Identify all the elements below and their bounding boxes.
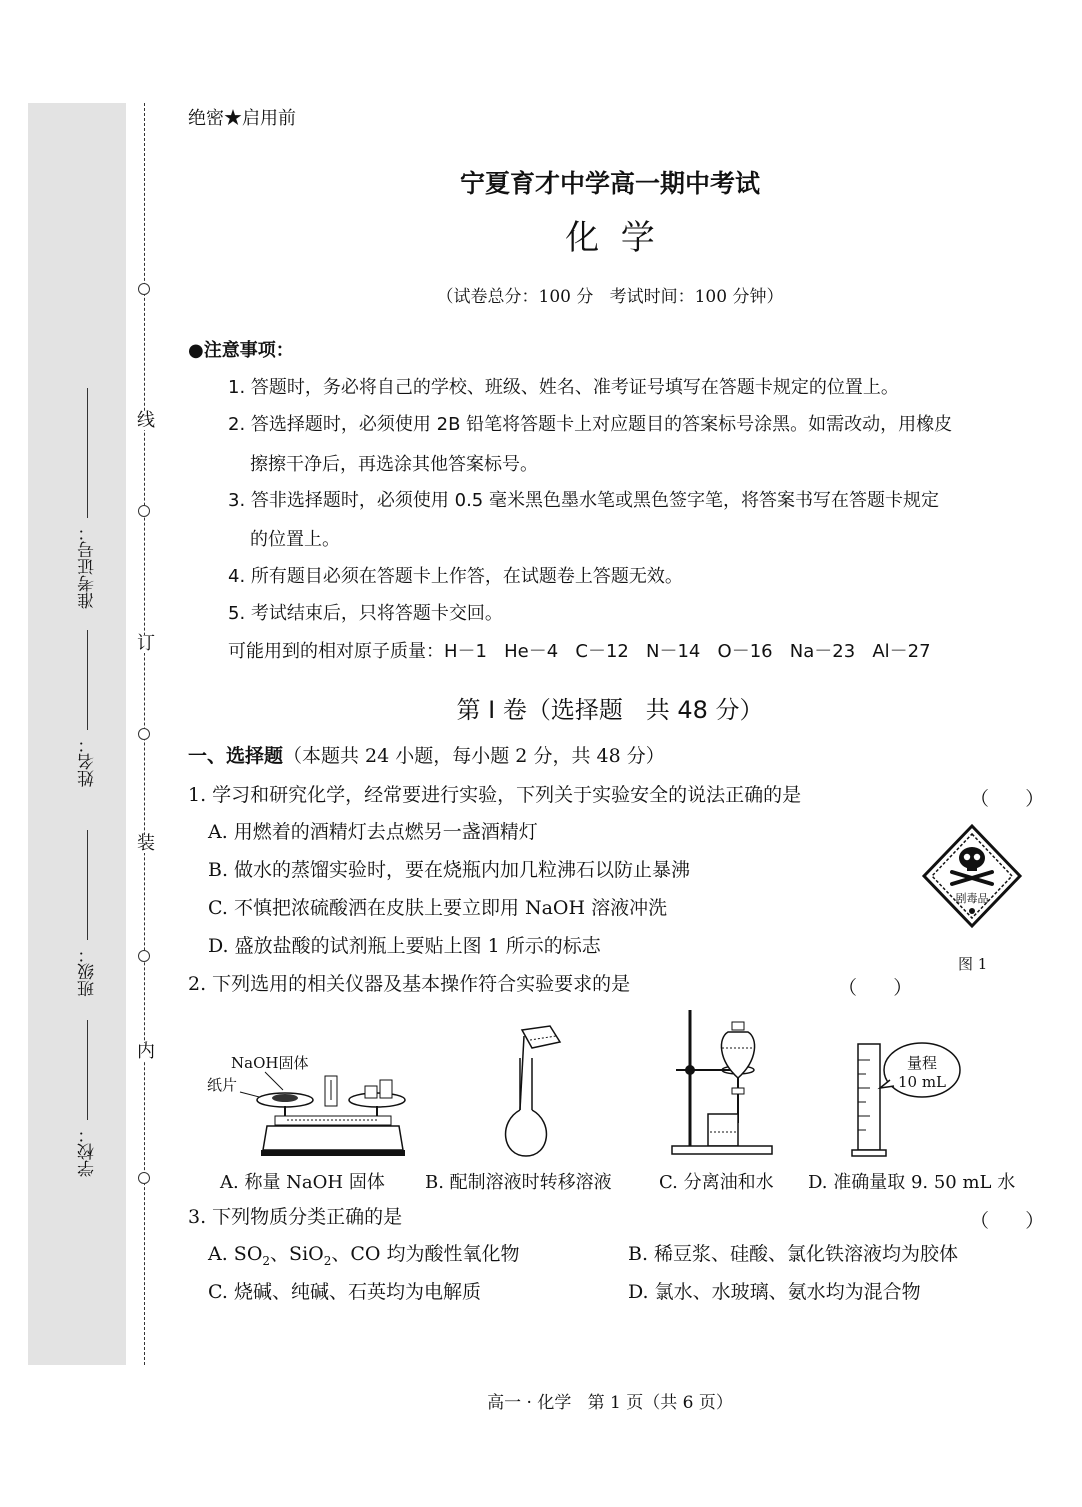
class-line <box>88 830 89 940</box>
name-line <box>88 630 89 730</box>
q2-option-d[interactable]: D. 准确量取 9. 50 mL 水 <box>808 1172 1016 1193</box>
cut-char-xian: 线 <box>137 410 155 431</box>
paper-label: 纸片 <box>207 1076 238 1094</box>
note-item: 擦擦干净后，再选涂其他答案标号。 <box>250 454 538 475</box>
binding-hole <box>138 283 150 295</box>
exam-id-label: 准考证号： <box>78 524 98 609</box>
secret-mark: 绝密★启用前 <box>188 108 296 129</box>
q3-a-text: 、CO 均为酸性氧化物 <box>331 1243 520 1265</box>
class-field[interactable] <box>80 830 97 997</box>
q3-option-c[interactable]: C. 烧碱、纯碱、石英均为电解质 <box>208 1281 481 1303</box>
binding-hole <box>138 728 150 740</box>
separatory-funnel-figure <box>660 1008 780 1160</box>
name-label: 姓名： <box>78 736 98 787</box>
note-item: 2. 答选择题时，必须使用 2B 铅笔将答题卡上对应题目的答案标号涂黑。如需改动，用橡皮 <box>228 414 953 435</box>
q3-a-text: 、SiO <box>270 1243 324 1265</box>
graduated-cylinder-figure <box>850 1040 990 1160</box>
question-3-stem: 3. 下列物质分类正确的是 <box>188 1206 403 1228</box>
atomic-masses: 可能用到的相对原子质量：H－1 He－4 C－12 N－14 O－16 Na－23 Al－27 <box>228 641 931 662</box>
q2-option-c[interactable]: C. 分离油和水 <box>659 1172 774 1193</box>
exam-info: （试卷总分：100 分 考试时间：100 分钟） <box>436 287 784 307</box>
question-2-stem: 2. 下列选用的相关仪器及基本操作符合实验要求的是 <box>188 973 631 995</box>
note-item: 的位置上。 <box>250 529 340 550</box>
q2-option-a[interactable]: A. 称量 NaOH 固体 <box>220 1172 385 1193</box>
part-one-title: 一、选择题 <box>188 745 284 767</box>
school-line <box>88 1020 89 1120</box>
school-field[interactable] <box>80 1020 97 1177</box>
range-label-line2: 10 mL <box>897 1073 947 1091</box>
toxic-warning-sign-figure <box>922 824 1022 934</box>
volumetric-flask-figure <box>490 1018 570 1160</box>
toxic-sign-text: 剧毒品 <box>955 892 989 905</box>
cut-char-ding: 订 <box>137 633 155 654</box>
q3-option-a[interactable] <box>208 1243 520 1268</box>
q3-a-text: A. SO <box>208 1243 263 1265</box>
cut-char-nei: 内 <box>137 1041 155 1062</box>
notes-heading: ●注意事项： <box>188 340 294 361</box>
name-field[interactable] <box>80 630 97 787</box>
binding-hole <box>138 505 150 517</box>
note-item: 4. 所有题目必须在答题卡上作答，在试题卷上答题无效。 <box>228 566 683 587</box>
note-item: 5. 考试结束后，只将答题卡交回。 <box>228 603 503 624</box>
school-label: 学校： <box>78 1126 98 1177</box>
range-label-line1: 量程 <box>906 1054 938 1072</box>
class-label: 班级： <box>78 946 98 997</box>
q2-option-b[interactable]: B. 配制溶液时转移溶液 <box>425 1172 612 1193</box>
exam-title: 宁夏育才中学高一期中考试 <box>459 169 760 198</box>
question-1-stem: 1. 学习和研究化学，经常要进行实验，下列关于实验安全的说法正确的是 <box>188 784 802 806</box>
binding-hole <box>138 1172 150 1184</box>
balance-scale-figure <box>205 1050 420 1160</box>
q3-a-sub: 2 <box>262 1253 271 1268</box>
answer-blank-q3[interactable]: （ ） <box>970 1210 1045 1232</box>
q1-option-a[interactable]: A. 用燃着的酒精灯去点燃另一盏酒精灯 <box>208 821 538 843</box>
q1-option-c[interactable]: C. 不慎把浓硫酸洒在皮肤上要立即用 NaOH 溶液冲洗 <box>208 897 668 919</box>
q3-option-b[interactable]: B. 稀豆浆、硅酸、氯化铁溶液均为胶体 <box>628 1243 959 1265</box>
part-one-desc: （本题共 24 小题，每小题 2 分，共 48 分） <box>283 745 665 767</box>
note-item: 3. 答非选择题时，必须使用 0.5 毫米黑色墨水笔或黑色签字笔，将答案书写在答题卡规定 <box>228 490 939 511</box>
naoh-label: NaOH固体 <box>231 1054 309 1072</box>
section-title: 第 Ⅰ 卷（选择题 共 48 分） <box>456 696 764 724</box>
binding-hole <box>138 950 150 962</box>
q1-option-b[interactable]: B. 做水的蒸馏实验时，要在烧瓶内加几粒沸石以防止暴沸 <box>208 859 691 881</box>
answer-blank-q2[interactable]: （ ） <box>838 977 913 999</box>
subject-title: 化 学 <box>565 218 655 258</box>
q1-option-d[interactable]: D. 盛放盐酸的试剂瓶上要贴上图 1 所示的标志 <box>208 935 601 957</box>
answer-blank-q1[interactable]: （ ） <box>970 788 1045 810</box>
cut-char-zhuang: 装 <box>137 833 155 854</box>
exam-id-line <box>88 388 89 518</box>
binding-margin <box>28 103 126 1365</box>
exam-id-field[interactable] <box>80 388 97 609</box>
note-item: 1. 答题时，务必将自己的学校、班级、姓名、准考证号填写在答题卡规定的位置上。 <box>228 377 899 398</box>
q3-option-d[interactable]: D. 氯水、水玻璃、氨水均为混合物 <box>628 1281 921 1303</box>
q3-a-sub: 2 <box>323 1253 332 1268</box>
part-one-heading <box>188 745 665 768</box>
page-footer: 高一 · 化学 第 1 页（共 6 页） <box>487 1393 733 1413</box>
figure-1-caption: 图 1 <box>958 955 988 973</box>
